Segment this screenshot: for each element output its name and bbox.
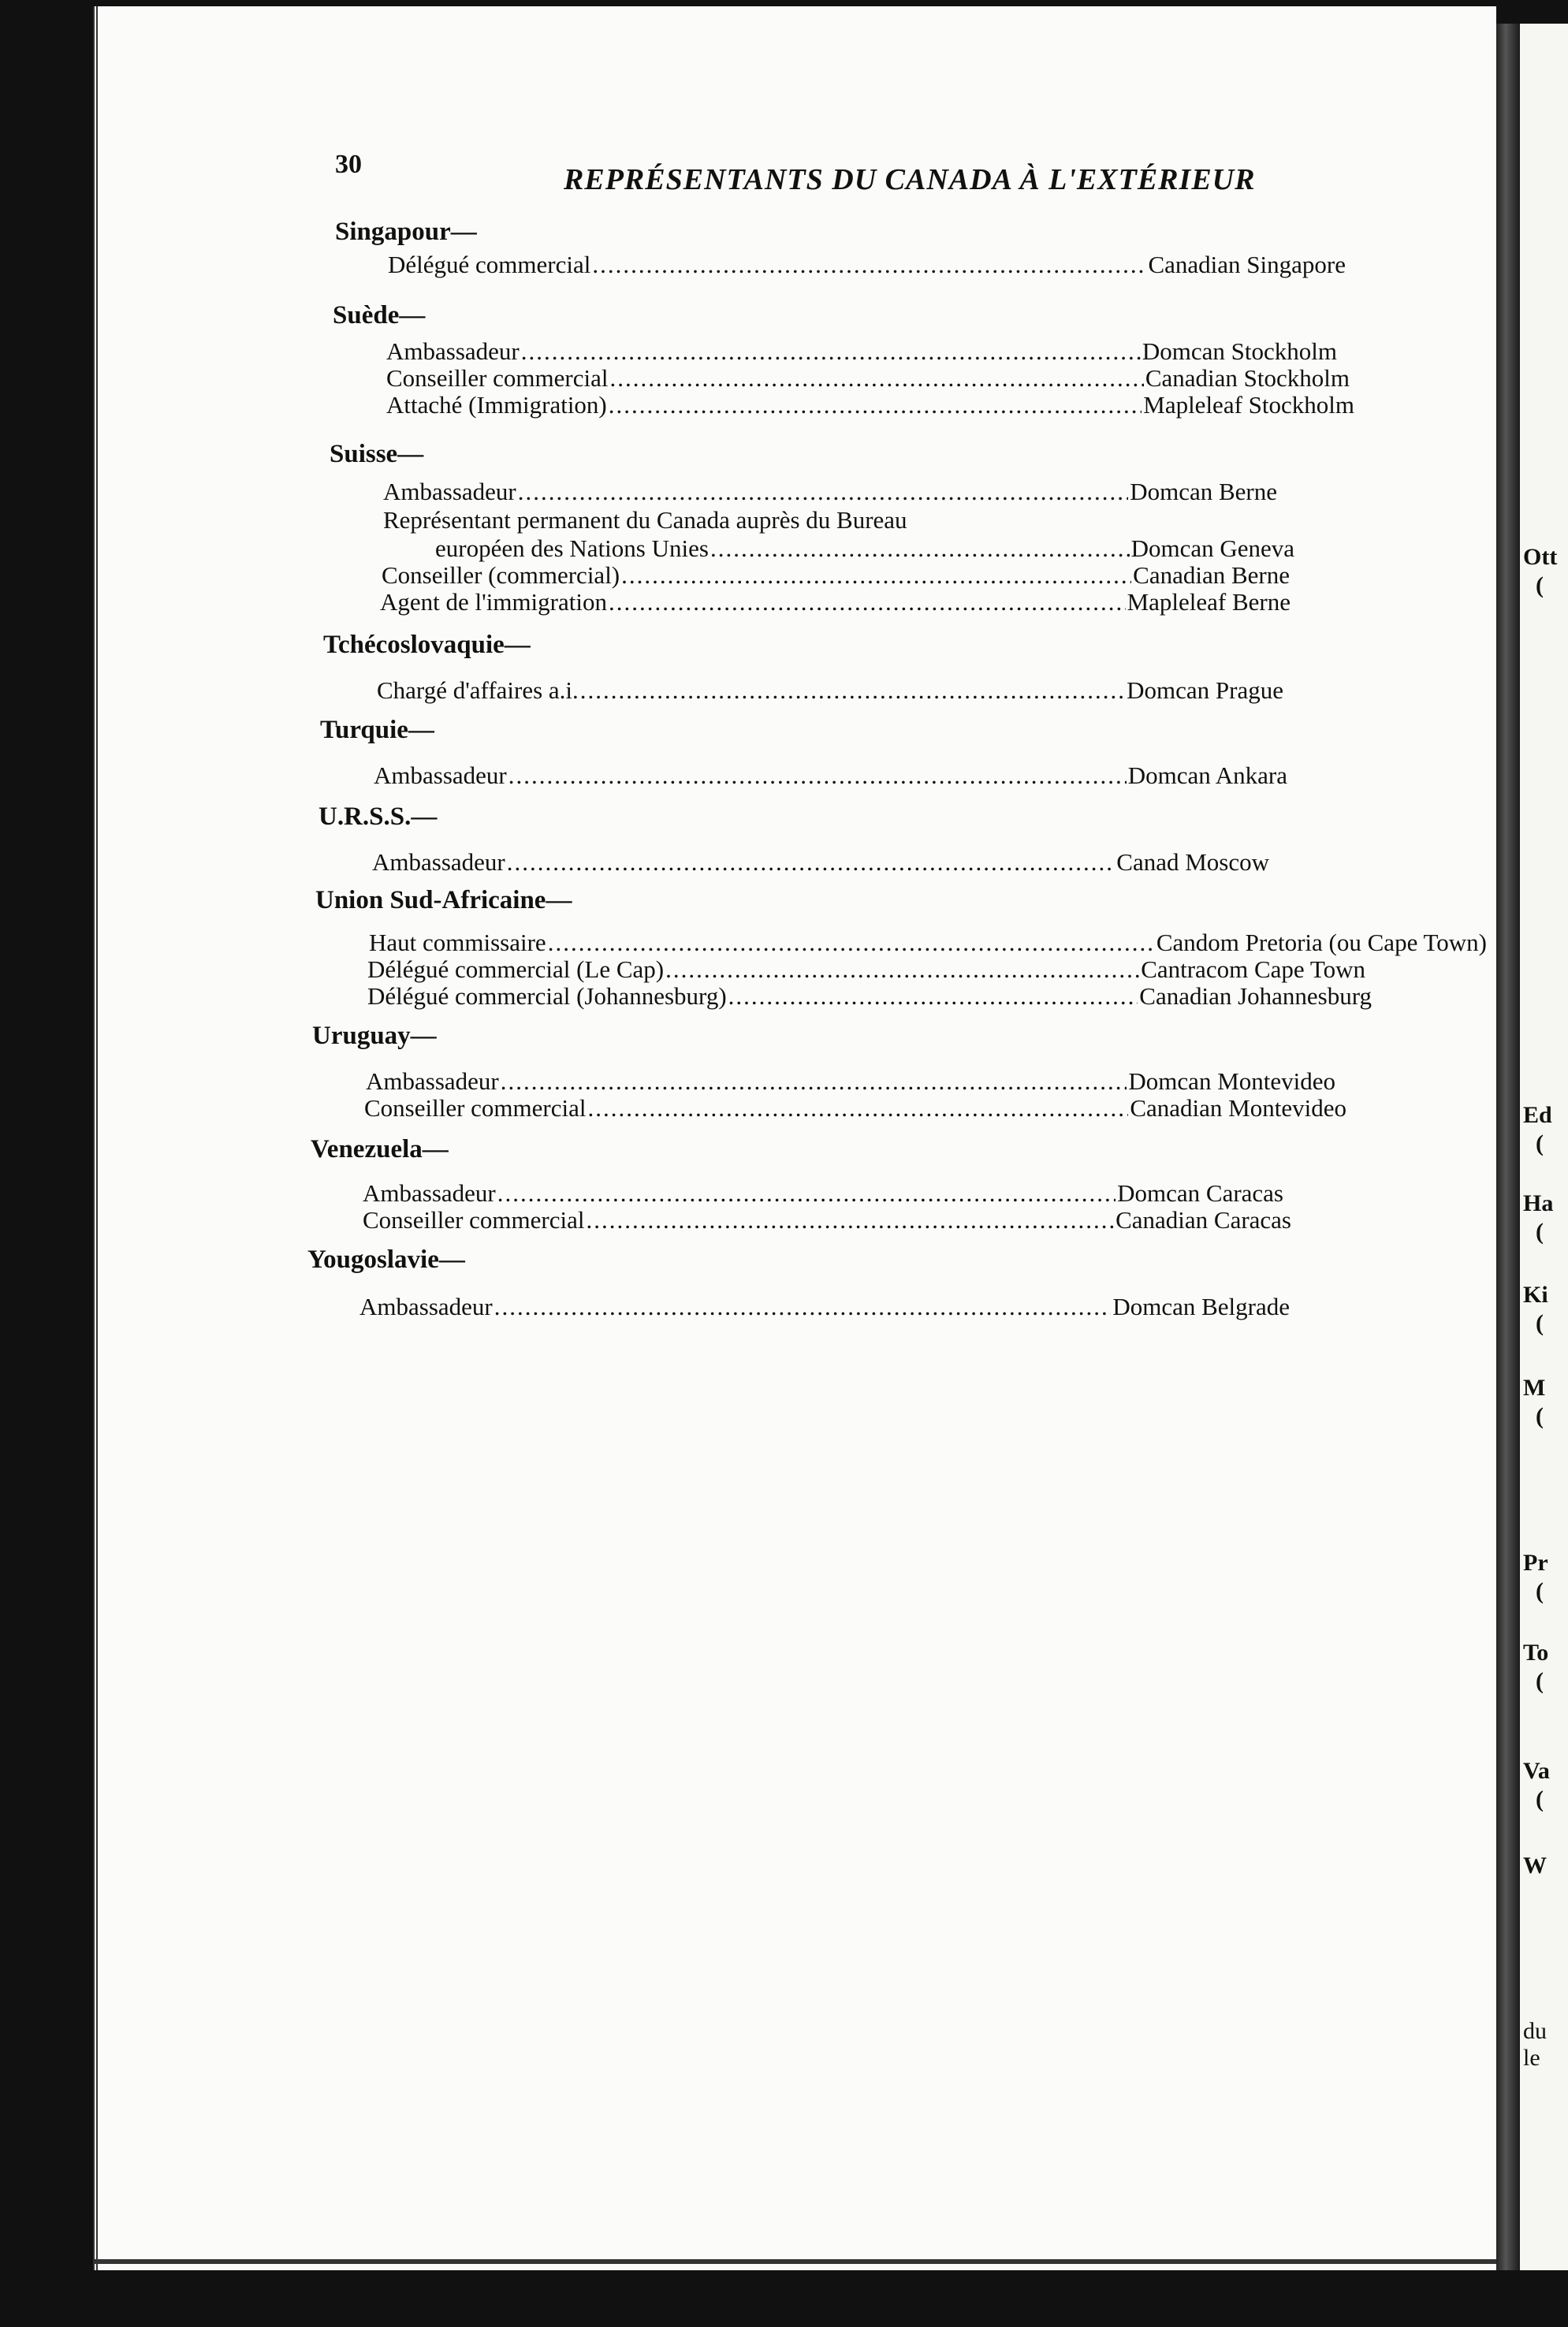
telegraphic-address: Domcan Prague — [1127, 676, 1283, 704]
page-number: 30 — [335, 150, 362, 179]
leader-dots — [507, 848, 1115, 877]
edge-fragment: ( — [1536, 572, 1544, 598]
edge-fragment: ( — [1536, 1578, 1544, 1604]
listing-row — [369, 929, 1487, 955]
position-label: Ambassadeur — [383, 478, 516, 505]
edge-fragment: To — [1523, 1640, 1549, 1666]
edge-fragment: Ki — [1523, 1282, 1548, 1308]
telegraphic-address: Domcan Caracas — [1117, 1179, 1283, 1207]
leader-dots — [710, 534, 1130, 563]
leader-dots — [497, 1179, 1115, 1208]
position-label: Haut commissaire — [369, 929, 546, 956]
listing-row — [364, 1094, 1346, 1121]
country-heading: Turquie— — [320, 716, 434, 744]
country-heading: Yougoslavie— — [307, 1245, 465, 1274]
listing-row — [383, 478, 1277, 504]
position-label: Chargé d'affaires a.i. — [377, 676, 579, 704]
listing-row — [359, 1293, 1290, 1320]
leader-dots — [501, 1067, 1127, 1096]
telegraphic-address: Canadian Singapore — [1148, 251, 1346, 278]
listing-row — [382, 561, 1290, 588]
country-heading: Singapour— — [335, 218, 477, 246]
leader-dots — [508, 761, 1127, 790]
position-label: Conseiller commercial — [363, 1206, 585, 1234]
leader-dots — [621, 561, 1131, 590]
leader-dots — [586, 1206, 1114, 1234]
country-heading: Tchécoslovaquie— — [323, 631, 531, 659]
telegraphic-address: Canadian Montevideo — [1130, 1094, 1346, 1122]
listing-row — [435, 534, 1294, 561]
page-bottom-edge — [93, 2259, 1496, 2264]
edge-fragment: ( — [1536, 1219, 1544, 1245]
leader-dots — [609, 391, 1142, 419]
edge-fragment: Va — [1523, 1758, 1550, 1784]
telegraphic-address: Domcan Geneva — [1130, 534, 1294, 562]
country-heading: U.R.S.S.— — [318, 802, 438, 831]
position-label: Agent de l'immigration — [380, 588, 607, 616]
edge-fragment: ( — [1536, 1403, 1544, 1429]
position-label: Ambassadeur — [386, 337, 520, 365]
telegraphic-address: Cantracom Cape Town — [1141, 955, 1365, 983]
running-head: REPRÉSENTANTS DU CANADA À L'EXTÉRIEUR — [564, 163, 1256, 196]
telegraphic-address: Canadian Caracas — [1115, 1206, 1291, 1234]
edge-fragment: W — [1523, 1852, 1547, 1878]
telegraphic-address: Domcan Montevideo — [1128, 1067, 1335, 1095]
edge-fragment: du — [1523, 2018, 1547, 2044]
position-label: Délégué commercial (Johannesburg) — [367, 982, 727, 1010]
country-heading: Suisse— — [330, 440, 424, 468]
telegraphic-address: Domcan Belgrade — [1112, 1293, 1290, 1320]
telegraphic-address: Domcan Ankara — [1127, 761, 1287, 789]
edge-fragment: ( — [1536, 1786, 1544, 1812]
country-heading: Venezuela— — [311, 1135, 449, 1164]
edge-fragment: ( — [1536, 1668, 1544, 1694]
position-label: Délégué commercial (Le Cap) — [367, 955, 665, 983]
country-heading: Uruguay— — [312, 1022, 437, 1050]
telegraphic-address: Canadian Johannesburg — [1139, 982, 1372, 1010]
listing-row — [386, 364, 1350, 391]
telegraphic-address: Canadian Stockholm — [1145, 364, 1350, 392]
position-label: Ambassadeur — [363, 1179, 496, 1207]
listing-row — [374, 761, 1287, 788]
edge-fragment: le — [1523, 2045, 1540, 2071]
leader-dots — [728, 982, 1138, 1011]
leader-dots — [609, 588, 1126, 616]
listing-row — [386, 337, 1337, 364]
country-heading: Suède— — [333, 301, 426, 330]
edge-fragment: ( — [1536, 1130, 1544, 1156]
position-label: Conseiller commercial — [364, 1094, 587, 1122]
edge-fragment: Ott — [1523, 544, 1558, 570]
leader-dots — [518, 478, 1128, 506]
leader-dots — [580, 676, 1125, 705]
leader-dots — [587, 1094, 1128, 1123]
listing-row — [380, 588, 1291, 615]
leader-dots — [592, 251, 1146, 279]
edge-fragment: ( — [1536, 1310, 1544, 1336]
telegraphic-address: Mapleleaf Berne — [1127, 588, 1291, 616]
listing-row — [366, 1067, 1335, 1094]
position-label: Conseiller (commercial) — [382, 561, 620, 589]
position-label: européen des Nations Unies — [435, 534, 709, 562]
position-label: Ambassadeur — [372, 848, 505, 876]
edge-fragment: Pr — [1523, 1550, 1548, 1576]
listing-row — [386, 391, 1354, 418]
position-label: Ambassadeur — [374, 761, 507, 789]
leader-dots — [494, 1293, 1112, 1321]
book-gutter — [1496, 24, 1520, 2270]
leader-dots — [665, 955, 1139, 984]
telegraphic-address: Domcan Stockholm — [1142, 337, 1337, 365]
leader-dots — [521, 337, 1141, 366]
position-label: Représentant permanent du Canada auprès du Bureau — [383, 506, 907, 534]
position-label: Ambassadeur — [359, 1293, 493, 1320]
leader-dots — [609, 364, 1143, 393]
telegraphic-address: Mapleleaf Stockholm — [1143, 391, 1354, 419]
listing-row — [388, 251, 1346, 277]
listing-row — [363, 1179, 1283, 1206]
listing-row — [363, 1206, 1291, 1233]
leader-dots — [548, 929, 1155, 957]
position-label: Ambassadeur — [366, 1067, 499, 1095]
edge-fragment: Ed — [1523, 1102, 1552, 1128]
telegraphic-address: Domcan Berne — [1130, 478, 1277, 505]
edge-fragment: M — [1523, 1375, 1546, 1401]
listing-row — [372, 848, 1269, 875]
telegraphic-address: Canadian Berne — [1133, 561, 1290, 589]
listing-row — [377, 676, 1283, 703]
listing-row — [367, 955, 1365, 982]
position-label: Conseiller commercial — [386, 364, 609, 392]
telegraphic-address: Candom Pretoria (ou Cape Town) — [1156, 929, 1487, 956]
telegraphic-address: Canad Moscow — [1116, 848, 1269, 876]
edge-fragment: Ha — [1523, 1190, 1554, 1216]
country-heading: Union Sud-Africaine— — [315, 886, 572, 914]
listing-row — [367, 982, 1372, 1009]
binding-edge — [93, 6, 99, 2270]
position-label: Attaché (Immigration) — [386, 391, 607, 419]
adjacent-page-edge — [1520, 24, 1568, 2270]
position-label: Délégué commercial — [388, 251, 591, 278]
